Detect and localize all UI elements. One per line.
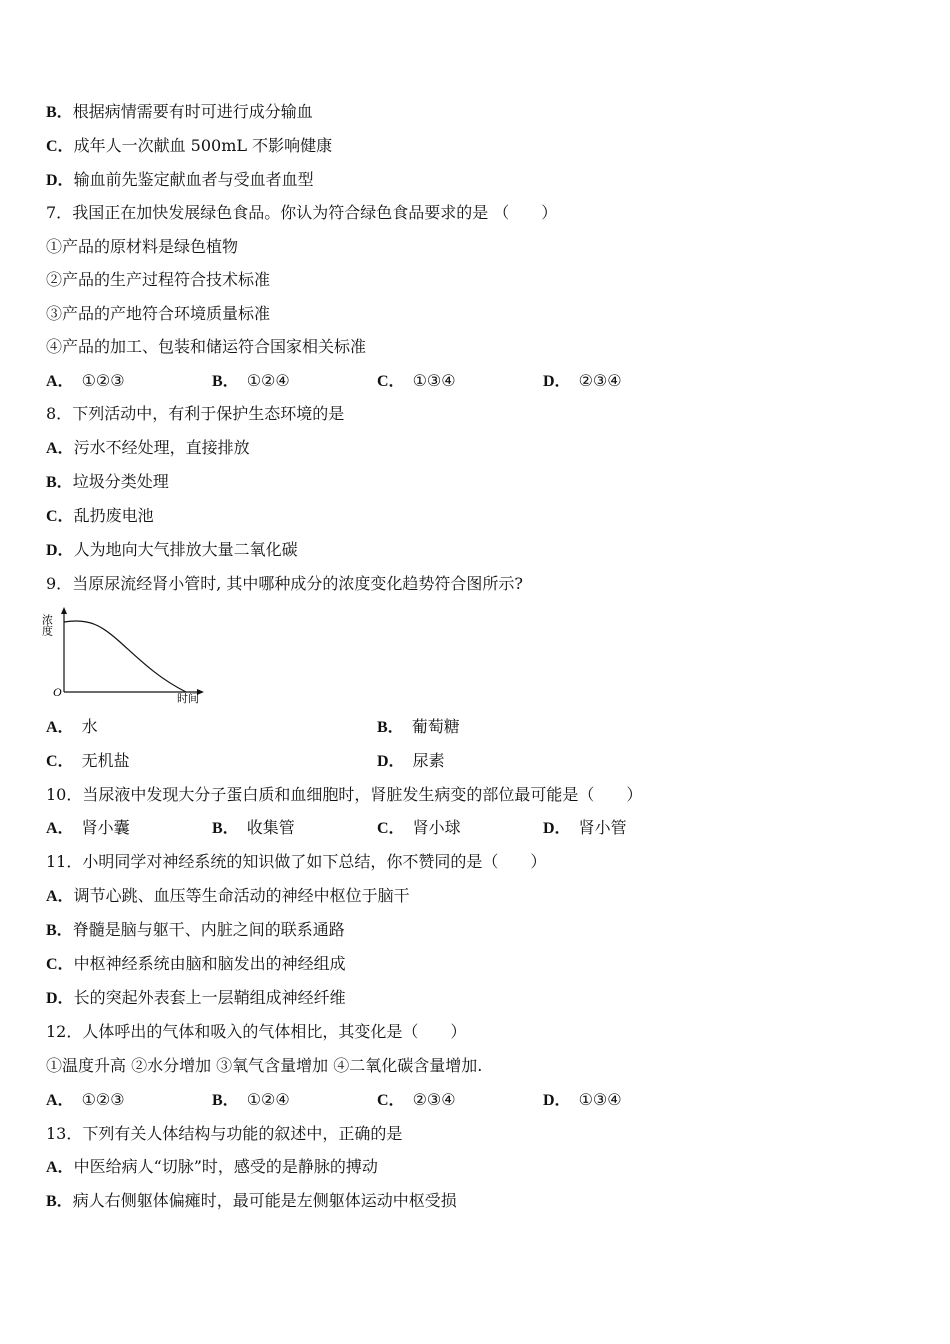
q9-option-c[interactable]: C． 无机盐	[46, 751, 130, 770]
q7-stem: 7．我国正在加快发展绿色食品。你认为符合绿色食品要求的是 （ ）	[46, 203, 558, 222]
q6-option-b: B．根据病情需要有时可进行成分输血	[46, 102, 313, 121]
q9-option-b[interactable]: B． 葡萄糖	[377, 717, 460, 736]
x-axis-label: 时间	[177, 692, 199, 705]
y-axis-arrow	[61, 607, 67, 614]
q13-stem: 13．下列有关人体结构与功能的叙述中，正确的是	[46, 1124, 403, 1143]
q10-option-d[interactable]: D． 肾小管	[543, 818, 627, 837]
q12-option-c[interactable]: C． ②③④	[377, 1090, 456, 1109]
q7-option-a[interactable]: A． ①②③	[46, 371, 125, 390]
q13-option-b[interactable]: B．病人右侧躯体偏瘫时，最可能是左侧躯体运动中枢受损	[46, 1191, 457, 1210]
q7-item-3: ③产品的产地符合环境质量标准	[46, 304, 271, 323]
q9-option-d[interactable]: D． 尿素	[377, 751, 445, 770]
q8-option-c[interactable]: C．乱扔废电池	[46, 506, 154, 525]
q6-option-c: C．成年人一次献血 500mL 不影响健康	[46, 136, 333, 155]
q10-option-b[interactable]: B． 收集管	[212, 818, 295, 837]
q10-stem: 10．当尿液中发现大分子蛋白质和血细胞时，肾脏发生病变的部位最可能是（ ）	[46, 785, 643, 804]
q8-option-d[interactable]: D．人为地向大气排放大量二氧化碳	[46, 540, 298, 559]
q8-stem: 8．下列活动中，有利于保护生态环境的是	[46, 404, 345, 423]
q10-option-a[interactable]: A． 肾小囊	[46, 818, 130, 837]
q11-stem: 11．小明同学对神经系统的知识做了如下总结，你不赞同的是（ ）	[46, 852, 547, 871]
q12-option-a[interactable]: A． ①②③	[46, 1090, 125, 1109]
y-axis-label: 浓度	[40, 614, 54, 636]
concentration-curve	[64, 621, 186, 692]
q6-option-d: D．输血前先鉴定献血者与受血者血型	[46, 170, 314, 189]
q8-option-a[interactable]: A．污水不经处理，直接排放	[46, 438, 250, 457]
q11-option-a[interactable]: A．调节心跳、血压等生命活动的神经中枢位于脑干	[46, 886, 410, 905]
q12-option-d[interactable]: D． ①③④	[543, 1090, 622, 1109]
q7-option-d[interactable]: D． ②③④	[543, 371, 622, 390]
q7-option-c[interactable]: C． ①③④	[377, 371, 456, 390]
q7-option-b[interactable]: B． ①②④	[212, 371, 290, 390]
q11-option-b[interactable]: B．脊髓是脑与躯干、内脏之间的联系通路	[46, 920, 345, 939]
q10-option-c[interactable]: C． 肾小球	[377, 818, 461, 837]
q8-option-b[interactable]: B．垃圾分类处理	[46, 472, 169, 491]
q11-option-d[interactable]: D．长的突起外表套上一层鞘组成神经纤维	[46, 988, 346, 1007]
origin-label: O	[53, 685, 62, 699]
q12-items: ①温度升高 ②水分增加 ③氧气含量增加 ④二氧化碳含量增加.	[46, 1056, 483, 1075]
q9-option-a[interactable]: A． 水	[46, 717, 98, 736]
q12-stem: 12．人体呼出的气体和吸入的气体相比，其变化是（ ）	[46, 1022, 467, 1041]
q7-item-1: ①产品的原材料是绿色植物	[46, 237, 239, 256]
concentration-time-graph	[40, 606, 210, 708]
q7-item-4: ④产品的加工、包装和储运符合国家相关标准	[46, 337, 367, 356]
q11-option-c[interactable]: C．中枢神经系统由脑和脑发出的神经组成	[46, 954, 346, 973]
q9-stem: 9．当原尿流经肾小管时, 其中哪种成分的浓度变化趋势符合图所示?	[46, 574, 523, 593]
q7-item-2: ②产品的生产过程符合技术标准	[46, 270, 271, 289]
q13-option-a[interactable]: A．中医给病人“切脉”时，感受的是静脉的搏动	[46, 1157, 378, 1176]
q12-option-b[interactable]: B． ①②④	[212, 1090, 290, 1109]
